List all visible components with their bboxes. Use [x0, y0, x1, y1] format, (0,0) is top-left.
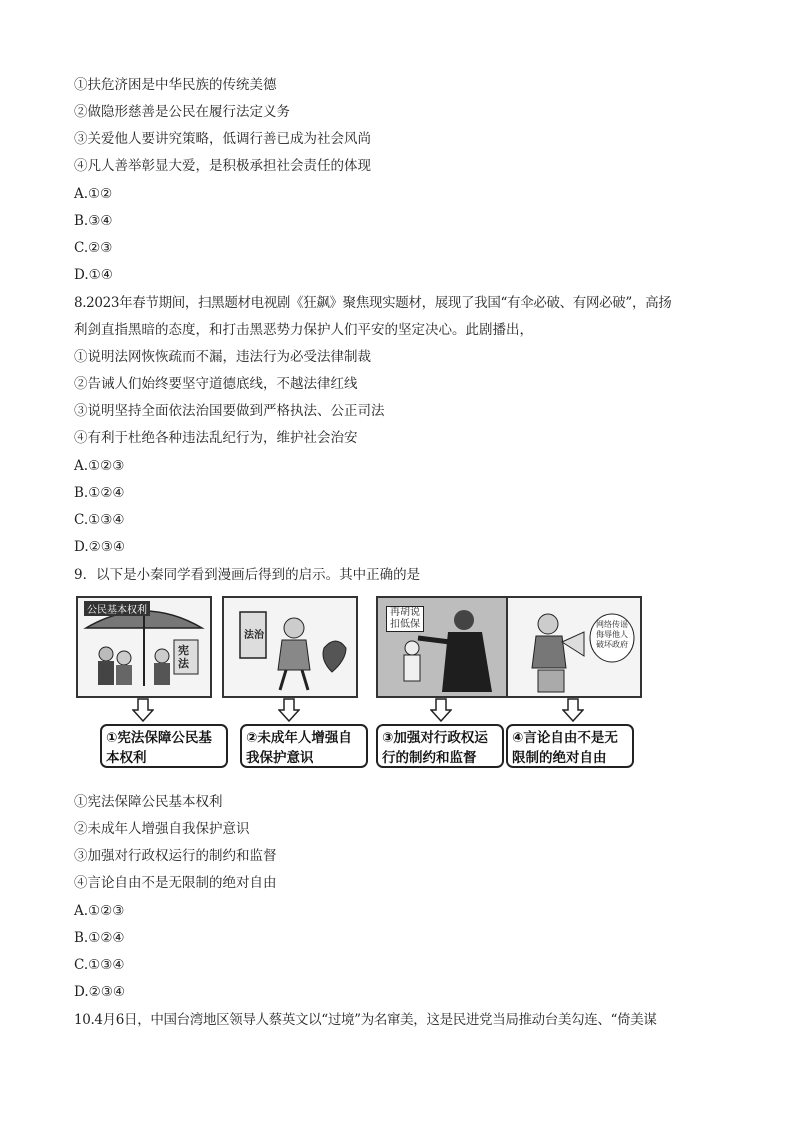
arrow-down-icon	[132, 698, 154, 722]
q8-option-1: ①说明法网恢恢疏而不漏，违法行为必受法律制裁	[74, 349, 371, 365]
arrow-down-icon	[562, 698, 584, 722]
q8-answer-b: B.①②④	[74, 485, 125, 501]
comic-threat-line-1: 再胡说	[390, 607, 420, 618]
comic-rights-sign: 公民基本权利	[84, 601, 150, 616]
q8-option-3: ③说明坚持全面依法治国要做到严格执法、公正司法	[74, 403, 385, 419]
q10-stem: 10.4月6日，中国台湾地区领导人蔡英文以“过境”为名窜美，这是民进党当局推动台美勾连、“倚美谋	[74, 1012, 657, 1028]
comic-caption-2: ②未成年人增强自我保护意识	[240, 724, 368, 768]
q8-option-2: ②告诫人们始终要坚守道德底线，不越法律红线	[74, 376, 358, 392]
q7-answer-b: B.③④	[74, 213, 113, 229]
q9-stem: 9．以下是小秦同学看到漫画后得到的启示。其中正确的是	[74, 567, 421, 583]
q8-answer-d: D.②③④	[74, 539, 125, 555]
comic-panel-constitution	[76, 596, 212, 698]
comic-panel-administrative	[376, 596, 512, 698]
comic-strip	[74, 590, 650, 782]
q9-answer-c: C.①③④	[74, 957, 125, 973]
q7-option-4: ④凡人善举彰显大爱，是积极承担社会责任的体现	[74, 158, 371, 174]
q7-answer-a: A.①②	[74, 186, 113, 202]
comic-caption-3: ③加强对行政权运行的制约和监督	[376, 724, 504, 768]
q9-answer-b: B.①②④	[74, 930, 125, 946]
minor-illustration	[224, 598, 356, 696]
q9-option-3: ③加强对行政权运行的制约和监督	[74, 848, 277, 864]
q8-option-4: ④有利于杜绝各种违法乱纪行为，维护社会治安	[74, 430, 358, 446]
q9-answer-a: A.①②③	[74, 903, 125, 919]
q7-option-3: ③关爱他人要讲究策略，低调行善已成为社会风尚	[74, 131, 371, 147]
q8-stem-line-2: 利剑直指黑暗的态度，和打击黑恶势力保护人们平安的坚定决心。此剧播出，	[74, 322, 533, 338]
arrow-down-icon	[278, 698, 300, 722]
comic-constitution-book: 宪法	[178, 644, 189, 670]
q9-option-4: ④言论自由不是无限制的绝对自由	[74, 875, 277, 891]
comic-panel-minor	[222, 596, 358, 698]
comic-law-book: 法治	[244, 630, 264, 641]
arrow-down-icon	[430, 698, 452, 722]
q7-answer-d: D.①④	[74, 267, 113, 283]
q8-answer-a: A.①②③	[74, 458, 125, 474]
comic-threat-line-2: 扣低保	[390, 619, 420, 630]
comic-panel-speech	[506, 596, 642, 698]
comic-threat-speech	[386, 606, 424, 632]
q7-answer-c: C.②③	[74, 240, 113, 256]
comic-caption-1: ①宪法保障公民基本权利	[100, 724, 228, 768]
comic-rumor-sign: 网络传谣侮辱他人破坏政府	[596, 620, 628, 649]
q8-stem-line-1: 8.2023年春节期间，扫黑题材电视剧《狂飙》聚焦现实题材，展现了我国“有伞必破、有网必破”，高扬	[74, 295, 672, 311]
q7-option-1: ①扶危济困是中华民族的传统美德	[74, 77, 277, 93]
q9-option-2: ②未成年人增强自我保护意识	[74, 821, 250, 837]
q7-option-2: ②做隐形慈善是公民在履行法定义务	[74, 104, 290, 120]
q8-answer-c: C.①③④	[74, 512, 125, 528]
comic-caption-4: ④言论自由不是无限制的绝对自由	[506, 724, 634, 768]
q9-answer-d: D.②③④	[74, 984, 125, 1000]
q9-option-1: ①宪法保障公民基本权利	[74, 794, 223, 810]
